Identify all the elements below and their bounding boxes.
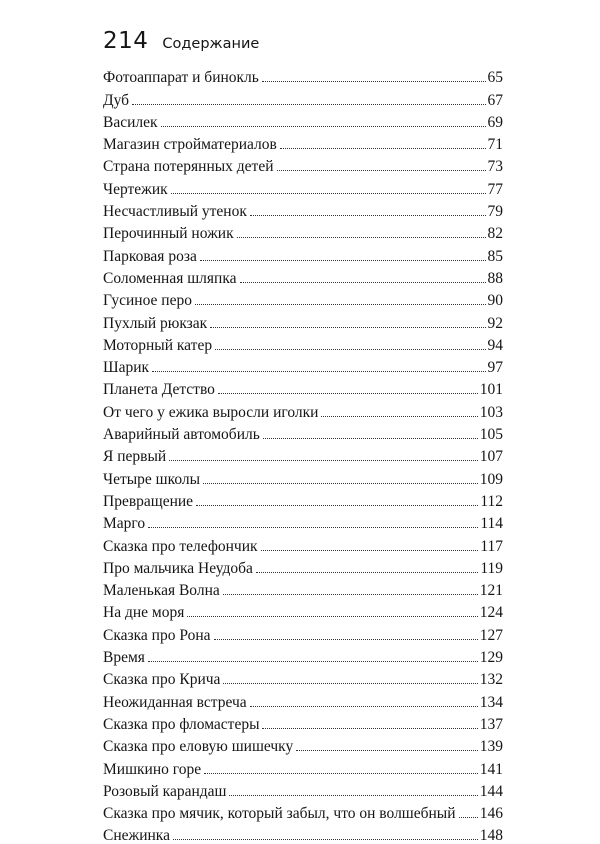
dot-leader (161, 126, 486, 127)
toc-entry-title: Четыре школы (103, 470, 201, 488)
toc-entry-page-number: 114 (480, 515, 503, 533)
dot-leader (263, 438, 478, 439)
toc-entry-page-number: 119 (480, 559, 503, 577)
toc-entry (103, 688, 503, 710)
toc-entry (103, 666, 503, 688)
dot-leader (169, 460, 478, 461)
dot-leader (223, 594, 478, 595)
toc-entry (103, 822, 503, 844)
toc-entry-page-number: 129 (479, 649, 503, 667)
dot-leader (296, 750, 478, 751)
toc-entry (103, 175, 503, 197)
dot-leader (250, 215, 486, 216)
toc-entry (103, 800, 503, 822)
toc-entry-title: Сказка про еловую шишечку (103, 738, 294, 756)
toc-entry (103, 555, 503, 577)
toc-entry (103, 711, 503, 733)
toc-entry (103, 198, 503, 220)
toc-entry-title: Парковая роза (103, 247, 197, 265)
toc-entry-page-number: 65 (487, 69, 503, 87)
dot-leader (262, 81, 486, 82)
dot-leader (200, 260, 486, 261)
dot-leader (132, 104, 485, 105)
toc-entry (103, 443, 503, 465)
toc-entry-page-number: 127 (479, 626, 503, 644)
toc-entry-page-number: 97 (487, 359, 503, 377)
toc-entry-page-number: 137 (479, 715, 503, 733)
toc-entry-title: Время (103, 649, 145, 667)
toc-entry-title: Страна потерянных детей (103, 158, 274, 176)
toc-entry-title: Шарик (103, 359, 150, 377)
dot-leader (459, 817, 478, 818)
toc-entry-title: Соломенная шляпка (103, 269, 237, 287)
toc-entry-title: Магазин стройматериалов (103, 136, 277, 154)
toc-entry (103, 109, 503, 131)
toc-entry (103, 220, 503, 242)
toc-entry-page-number: 134 (479, 693, 503, 711)
toc-entry-title: Чертежик (103, 180, 168, 198)
dot-leader (223, 683, 477, 684)
dot-leader (280, 148, 486, 149)
toc-entry-title: Фотоаппарат и бинокль (103, 69, 259, 87)
toc-entry-page-number: 73 (487, 158, 503, 176)
toc-entry-title: Розовый карандаш (103, 782, 227, 800)
toc-entry-title: От чего у ежика выросли иголки (103, 403, 319, 421)
toc-entry (103, 64, 503, 86)
toc-entry-page-number: 107 (479, 448, 503, 466)
dot-leader (204, 773, 478, 774)
toc-entry (103, 265, 503, 287)
dot-leader (173, 839, 478, 840)
toc-entry-title: Маленькая Волна (103, 582, 220, 600)
toc-entry-page-number: 124 (479, 604, 503, 622)
toc-entry (103, 599, 503, 621)
toc-entry (103, 153, 503, 175)
section-title: Содержание (162, 36, 260, 52)
dot-leader (171, 193, 486, 194)
toc-entry-title: Мишкино горе (103, 760, 202, 778)
toc-entry-page-number: 90 (487, 292, 503, 310)
dot-leader (277, 170, 486, 171)
toc-entry (103, 621, 503, 643)
toc-entry-page-number: 92 (487, 314, 503, 332)
toc-entry (103, 733, 503, 755)
toc-entry-page-number: 77 (487, 180, 503, 198)
toc-entry-page-number: 144 (479, 782, 503, 800)
toc-entry-title: Сказка про мячик, который забыл, что он волшебный (103, 805, 456, 823)
toc-entry-title: Гусиное перо (103, 292, 192, 310)
toc-entry-title: Превращение (103, 492, 194, 510)
dot-leader (262, 728, 477, 729)
toc-entry-title: Снежинка (103, 827, 170, 844)
toc-entry-page-number: 146 (479, 805, 503, 823)
dot-leader (261, 550, 479, 551)
dot-leader (256, 572, 478, 573)
dot-leader (214, 639, 478, 640)
toc-entry-page-number: 69 (487, 113, 503, 131)
toc-entry-title: Пухлый рюкзак (103, 314, 208, 332)
toc-entry-page-number: 103 (479, 403, 503, 421)
dot-leader (215, 349, 485, 350)
toc-entry-page-number: 132 (479, 671, 503, 689)
toc-entry-page-number: 148 (479, 827, 503, 844)
toc-entry-page-number: 85 (487, 247, 503, 265)
dot-leader (195, 304, 486, 305)
toc-entry (103, 778, 503, 800)
toc-entry (103, 532, 503, 554)
dot-leader (321, 416, 477, 417)
dot-leader (148, 527, 478, 528)
toc-entry (103, 577, 503, 599)
toc-entry (103, 465, 503, 487)
toc-entry-title: Сказка про фломастеры (103, 715, 260, 733)
dot-leader (250, 706, 478, 707)
toc-entry-title: Дуб (103, 91, 130, 109)
toc-entry-title: Сказка про телефончик (103, 537, 258, 555)
toc-entry (103, 86, 503, 108)
dot-leader (210, 327, 485, 328)
toc-entry-title: Перочинный ножик (103, 225, 234, 243)
toc-entry (103, 354, 503, 376)
toc-entry-page-number: 82 (487, 225, 503, 243)
toc-entry-page-number: 105 (479, 426, 503, 444)
dot-leader (218, 393, 478, 394)
toc-entry (103, 376, 503, 398)
toc-entry-page-number: 94 (487, 336, 503, 354)
dot-leader (203, 483, 478, 484)
dot-leader (237, 237, 486, 238)
toc-entry-page-number: 139 (479, 738, 503, 756)
toc-entry-title: Василек (103, 113, 158, 131)
toc-entry-title: Планета Детство (103, 381, 215, 399)
toc-entry-title: Про мальчика Неудоба (103, 559, 253, 577)
dot-leader (148, 661, 478, 662)
dot-leader (152, 371, 485, 372)
toc-entry (103, 131, 503, 153)
toc-entry (103, 309, 503, 331)
toc-entry (103, 332, 503, 354)
dot-leader (187, 616, 477, 617)
toc-entry (103, 287, 503, 309)
toc-entry-page-number: 88 (487, 269, 503, 287)
toc-entry-page-number: 141 (479, 760, 503, 778)
toc-entry (103, 242, 503, 264)
toc-entry (103, 398, 503, 420)
toc-entry (103, 644, 503, 666)
toc-entry-title: Несчастливый утенок (103, 203, 247, 221)
dot-leader (229, 795, 477, 796)
toc-entry-title: На дне моря (103, 604, 185, 622)
toc-entry-title: Сказка про Рона (103, 626, 211, 644)
toc-entry-title: Моторный катер (103, 336, 213, 354)
toc-entry-page-number: 71 (487, 136, 503, 154)
toc-entry-page-number: 112 (480, 492, 503, 510)
toc-entry-page-number: 101 (479, 381, 503, 399)
toc-entry-title: Марго (103, 515, 146, 533)
toc-entry (103, 510, 503, 532)
table-of-contents (103, 64, 503, 844)
toc-entry (103, 488, 503, 510)
toc-entry-title: Я первый (103, 448, 167, 466)
toc-entry-title: Аварийный автомобиль (103, 426, 260, 444)
toc-entry-title: Неожиданная встреча (103, 693, 247, 711)
page-number: 214 (103, 28, 149, 54)
toc-entry-page-number: 79 (487, 203, 503, 221)
toc-entry-page-number: 117 (480, 537, 503, 555)
toc-entry (103, 421, 503, 443)
toc-entry-page-number: 121 (479, 582, 503, 600)
dot-leader (240, 282, 486, 283)
toc-entry-page-number: 109 (479, 470, 503, 488)
page-header (103, 28, 259, 58)
toc-entry-title: Сказка про Крича (103, 671, 221, 689)
dot-leader (196, 505, 478, 506)
toc-entry (103, 755, 503, 777)
toc-entry-page-number: 67 (487, 91, 503, 109)
